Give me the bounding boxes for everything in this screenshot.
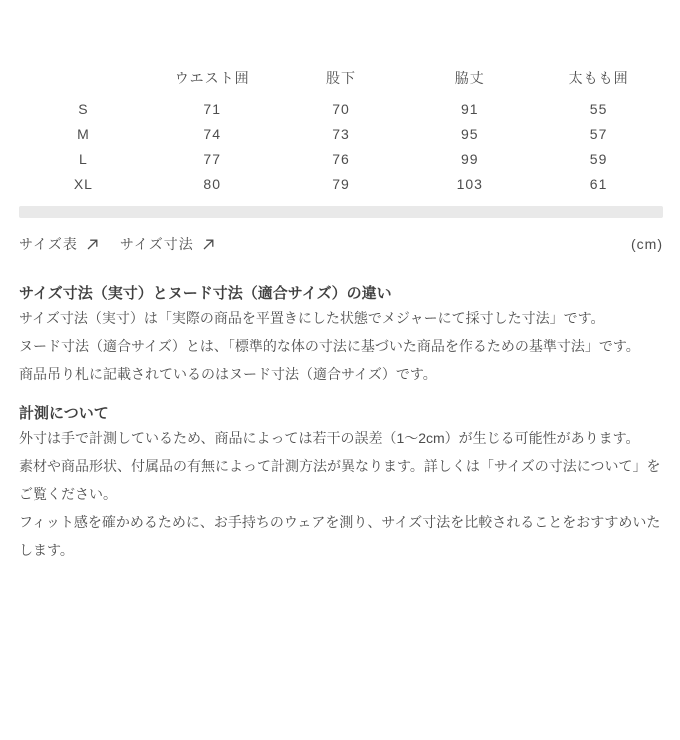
table-cell: 70: [332, 100, 350, 117]
column-header-waist: ウエスト囲: [174, 70, 250, 86]
table-cell: 61: [589, 175, 608, 192]
section-title: サイズ寸法（実寸）とヌード寸法（適合サイズ）の違い: [19, 285, 392, 302]
table-row: [19, 146, 663, 171]
size-dimensions-link-label: サイズ寸法: [119, 236, 194, 252]
table-header-row: [19, 60, 663, 96]
table-cell: 99: [461, 150, 479, 167]
table-cell: 79: [332, 175, 350, 192]
size-chart-link-label: サイズ表: [19, 236, 78, 252]
size-label: XL: [73, 175, 93, 192]
table-cell: 91: [461, 100, 479, 117]
section-measurement: [19, 404, 663, 564]
size-table: [19, 60, 663, 196]
table-cell: 103: [456, 175, 483, 192]
table-cell: 77: [203, 150, 221, 167]
table-cell: 74: [203, 125, 221, 142]
section-paragraph: フィット感を確かめるために、お手持ちのウェアを測り、サイズ寸法を比較されることをおすすめいたします。: [19, 514, 661, 558]
size-chart-link[interactable]: [19, 234, 99, 254]
size-label: L: [79, 150, 88, 167]
table-cell: 76: [332, 150, 350, 167]
section-paragraph: ヌード寸法（適合サイズ）とは、「標準的な体の寸法に基づいた商品を作るための基準寸法」です。: [19, 338, 640, 354]
section-paragraph: 素材や商品形状、付属品の有無によって計測方法が異なります。詳しくは「サイズの寸法について」をご覧ください。: [19, 458, 661, 502]
section-paragraph: サイズ寸法（実寸）は「実際の商品を平置きにした状態でメジャーにて採寸した寸法」です。: [19, 310, 605, 326]
arrow-up-right-icon: [86, 238, 99, 251]
table-cell: 80: [203, 175, 221, 192]
unit-label: (cm): [631, 236, 663, 252]
size-links: [19, 234, 215, 254]
size-label: M: [77, 125, 90, 142]
table-row: [19, 171, 663, 196]
size-column-header-empty: [19, 60, 148, 96]
table-row: [19, 121, 663, 146]
table-cell: 71: [203, 100, 221, 117]
column-header-side-length: 脇丈: [454, 70, 485, 86]
column-header-inseam: 股下: [325, 70, 356, 86]
meta-row: [19, 234, 663, 254]
horizontal-scrollbar[interactable]: [19, 206, 663, 218]
section-paragraph: 外寸は手で計測しているため、商品によっては若干の誤差（1〜2cm）が生じる可能性があります。: [19, 430, 640, 446]
size-chart-page: [0, 60, 680, 740]
table-cell: 59: [589, 150, 608, 167]
column-header-thigh: 太もも囲: [568, 70, 629, 86]
section-paragraph: 商品吊り札に記載されているのはヌード寸法（適合サイズ）です。: [19, 366, 437, 382]
table-cell: 95: [461, 125, 479, 142]
table-row: [19, 96, 663, 121]
table-cell: 73: [332, 125, 350, 142]
table-cell: 57: [589, 125, 608, 142]
table-cell: 55: [589, 100, 608, 117]
section-size-difference: [19, 284, 663, 388]
size-label: S: [78, 100, 89, 117]
size-dimensions-link[interactable]: [120, 234, 215, 254]
arrow-up-right-icon: [202, 238, 215, 251]
section-title: 計測について: [19, 405, 109, 422]
